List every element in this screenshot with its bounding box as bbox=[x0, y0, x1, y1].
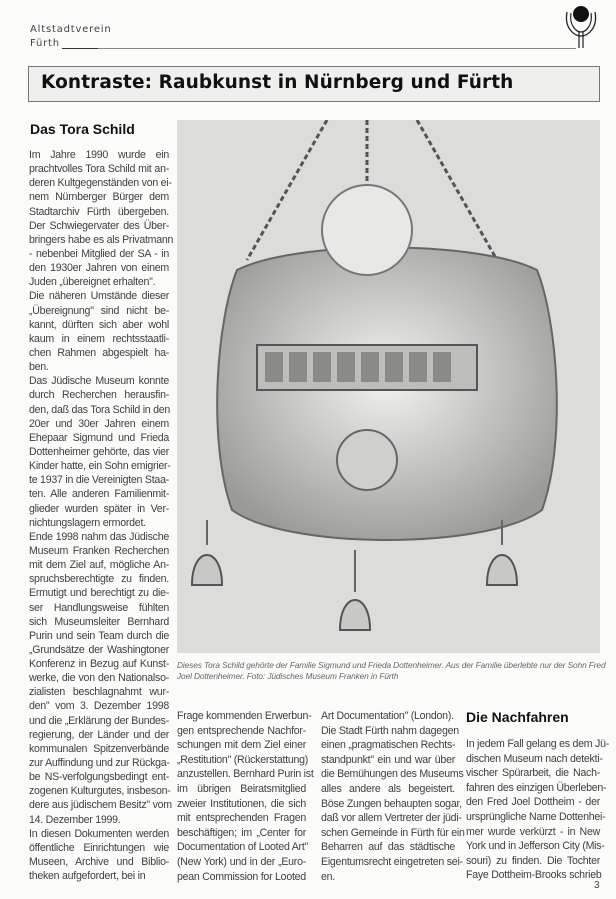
text-line: mit dem Ziel auf, mögliche An- bbox=[29, 559, 169, 572]
text-line: schungen mit dem Ziel einer bbox=[177, 739, 306, 752]
text-line: Eigentumsrecht eingetreten sei- bbox=[321, 855, 463, 868]
text-line: Documentation of Looted Art" bbox=[177, 841, 309, 854]
altstadtverein-logo-icon bbox=[560, 2, 602, 50]
paragraph bbox=[29, 374, 169, 530]
text-line: Böse Zungen behaupten sogar, bbox=[321, 797, 462, 810]
text-line: Die näheren Umstände dieser bbox=[29, 290, 169, 303]
text-line: und die „Erklärung der Bundes- bbox=[29, 714, 169, 727]
tora-shield-photo bbox=[177, 120, 600, 653]
text-line: daß vor allem Vertreter der jüdi- bbox=[321, 812, 462, 825]
article-column-3 bbox=[321, 709, 465, 884]
paragraph bbox=[29, 827, 169, 884]
text-line: In diesen Dokumenten werden bbox=[29, 827, 169, 840]
text-line: te 1937 in die Vereinigten Staa- bbox=[29, 474, 169, 487]
text-line: durch Recherchen herausfin- bbox=[29, 389, 169, 402]
text-line: dere aus jüdischem Besitz" vom bbox=[29, 799, 172, 812]
text-line: regierung, der Länder und der bbox=[29, 728, 169, 741]
text-line: 20er und 30er Jahren einem bbox=[29, 417, 169, 430]
header-rule-short bbox=[62, 48, 98, 49]
text-line: Stadtarchiv Fürth übergeben. bbox=[29, 205, 169, 218]
text-line: bringers habe es als Privatmann bbox=[29, 233, 174, 246]
text-line: vischer Spürarbeit, die Nach- bbox=[466, 767, 600, 780]
text-line: pean Commission for Looted bbox=[177, 870, 306, 883]
text-line: zialisten beschlagnahmt wur- bbox=[29, 686, 169, 699]
text-line: sich Museumsleiter Bernhard bbox=[29, 615, 169, 628]
text-line: Beharren auf das städtische bbox=[321, 841, 455, 854]
org-line2: Fürth bbox=[30, 38, 60, 49]
text-line: mit entsprechenden Fragen bbox=[177, 812, 306, 825]
text-line: nem Nürnberger Bürger dem bbox=[29, 191, 169, 204]
paragraph bbox=[466, 737, 609, 883]
text-line: die Bemühungen des Museums bbox=[321, 768, 464, 781]
text-line: den 1930er Jahren von einem bbox=[29, 262, 169, 275]
paragraph bbox=[29, 530, 172, 827]
text-line: Der Schwiegervater des Über- bbox=[29, 219, 169, 232]
text-line: Im Jahre 1990 wurde ein bbox=[29, 149, 169, 161]
header-rule bbox=[98, 48, 576, 49]
caption-line: Dieses Tora Schild gehörte der Familie Sigmund und Frieda Dottenheimer. Aus der Familie überlebte nur der Sohn Fred bbox=[177, 660, 606, 670]
text-line: kaum in einem rechtsstaatli- bbox=[29, 332, 169, 345]
text-line: zur Auffindung und zur Rückga- bbox=[29, 757, 170, 770]
caption-line: Joel Dottenheimer. Foto: Jüdisches Museum Franken in Fürth bbox=[177, 671, 399, 681]
text-line: zogenen Kulturgutes, insbeson- bbox=[29, 785, 171, 798]
text-line: werke, die von den Nationalso- bbox=[29, 672, 169, 685]
text-line: be NS-verfolgungsbedingt ent- bbox=[29, 771, 169, 784]
article-column-4 bbox=[466, 737, 609, 883]
text-line: ursprüngliche Name Dottenhei- bbox=[466, 810, 606, 823]
text-line: Dottenheimer gehörte, das vier bbox=[29, 445, 169, 458]
text-line: ten. Alle anderen Familienmit- bbox=[29, 488, 169, 501]
text-line: kommunalen Spitzenverbände bbox=[29, 742, 169, 755]
text-line: Juden „übereignet erhalten". bbox=[29, 276, 156, 289]
text-line: „Grundsätze der Washingtoner bbox=[29, 643, 169, 656]
text-line: Ende 1998 nahm das Jüdische bbox=[29, 530, 169, 543]
text-line: Faye Dottheim-Brooks schrieb bbox=[466, 869, 602, 882]
text-line: anzustellen. Bernhard Purin ist bbox=[177, 768, 314, 781]
text-line: „Restitution" (Rückerstattung) bbox=[177, 753, 309, 766]
text-line: Ermutigt und berechtigt zu die- bbox=[29, 587, 169, 600]
paragraph bbox=[29, 289, 169, 374]
text-line: deren Kultgegenständen von ei- bbox=[29, 177, 172, 190]
text-line: spruchsberechtigte zu finden. bbox=[29, 573, 169, 586]
title-box bbox=[28, 66, 600, 102]
paragraph bbox=[321, 709, 455, 724]
paragraph bbox=[29, 148, 174, 289]
text-line: en. bbox=[321, 870, 335, 883]
text-line: ser Handlungsweise fühlten bbox=[29, 601, 169, 614]
page-number: 3 bbox=[594, 880, 600, 891]
text-line: theken aufgefordert, bei in bbox=[29, 870, 146, 883]
text-line: fahren des einzigen Überleben- bbox=[466, 781, 607, 794]
paragraph bbox=[321, 724, 465, 885]
text-line: - nebenbei Mitglied der SA - in bbox=[29, 247, 169, 260]
text-line: York und in Jefferson City (Mis- bbox=[466, 840, 605, 853]
section-heading-tora-schild: Das Tora Schild bbox=[30, 121, 135, 137]
text-line: Frage kommenden Erwerbun- bbox=[177, 710, 312, 722]
article-column-2 bbox=[177, 709, 314, 884]
text-line: einen „pragmatischen Rechts- bbox=[321, 739, 456, 752]
text-line: ben. bbox=[29, 361, 49, 374]
text-line: standpunkt" ein und war über bbox=[321, 753, 455, 766]
article-column-1 bbox=[29, 148, 174, 883]
text-line: dischen Museum nach detekti- bbox=[466, 752, 603, 765]
text-line: glieder wurden später in Ver- bbox=[29, 502, 169, 515]
text-line: Kinder hatte, ein Sohn emigrier- bbox=[29, 460, 171, 473]
text-line: öffentliche Einrichtungen wie bbox=[29, 841, 169, 854]
text-line: beschäftigen; im „Center for bbox=[177, 826, 306, 839]
text-line: Museen, Archive und Biblio- bbox=[29, 856, 169, 869]
text-line: nichtungslagern ermordet. bbox=[29, 516, 146, 529]
text-line: Art Documentation" (London). bbox=[321, 710, 454, 722]
text-line: den, daß das Tora Schild in den bbox=[29, 403, 171, 416]
text-line: Purin und sein Team durch die bbox=[29, 629, 169, 642]
text-line: (New York) und in der „Euro- bbox=[177, 855, 306, 868]
text-line: Das Jüdische Museum konnte bbox=[29, 375, 169, 388]
text-line: Die Stadt Fürth nahm dagegen bbox=[321, 724, 459, 737]
text-line: den" vom 3. Dezember 1998 bbox=[29, 700, 169, 713]
text-line: chen Rahmen abgespielt ha- bbox=[29, 346, 169, 359]
text-line: den Fred Joel Dottheim - der bbox=[466, 796, 600, 809]
text-line: schen Gemeinde in Fürth für ein bbox=[321, 826, 465, 839]
text-line: alles andere als begeistert. bbox=[321, 782, 455, 795]
text-line: Ehepaar Sigmund und Frieda bbox=[29, 431, 169, 444]
text-line: kannt, dürften sich aber wohl bbox=[29, 318, 169, 331]
text-line: Museum Franken Recherchen bbox=[29, 544, 169, 557]
text-line: 14. Dezember 1999. bbox=[29, 813, 121, 826]
photo-caption bbox=[177, 660, 606, 682]
section-heading-nachfahren: Die Nachfahren bbox=[466, 709, 569, 725]
org-line1: Altstadtverein bbox=[30, 24, 112, 35]
text-line: Konferenz in Bezug auf Kunst- bbox=[29, 658, 169, 671]
text-line: zweier Institutionen, die sich bbox=[177, 797, 306, 810]
paragraph bbox=[177, 709, 314, 884]
text-line: im übrigen Beiratsmitglied bbox=[177, 782, 306, 795]
text-line: souri) zu finden. Die Tochter bbox=[466, 854, 600, 867]
page-title: Kontraste: Raubkunst in Nürnberg und Fürth bbox=[41, 72, 514, 93]
text-line: In jedem Fall gelang es dem Jü- bbox=[466, 738, 609, 750]
text-line: gen entsprechende Nachfor- bbox=[177, 724, 306, 737]
org-name bbox=[30, 23, 112, 51]
text-line: mer wurde verkürzt - in New bbox=[466, 825, 600, 838]
text-line: „Übereignung" sind nicht be- bbox=[29, 304, 169, 317]
text-line: prachtvolles Tora Schild mit an- bbox=[29, 163, 169, 176]
